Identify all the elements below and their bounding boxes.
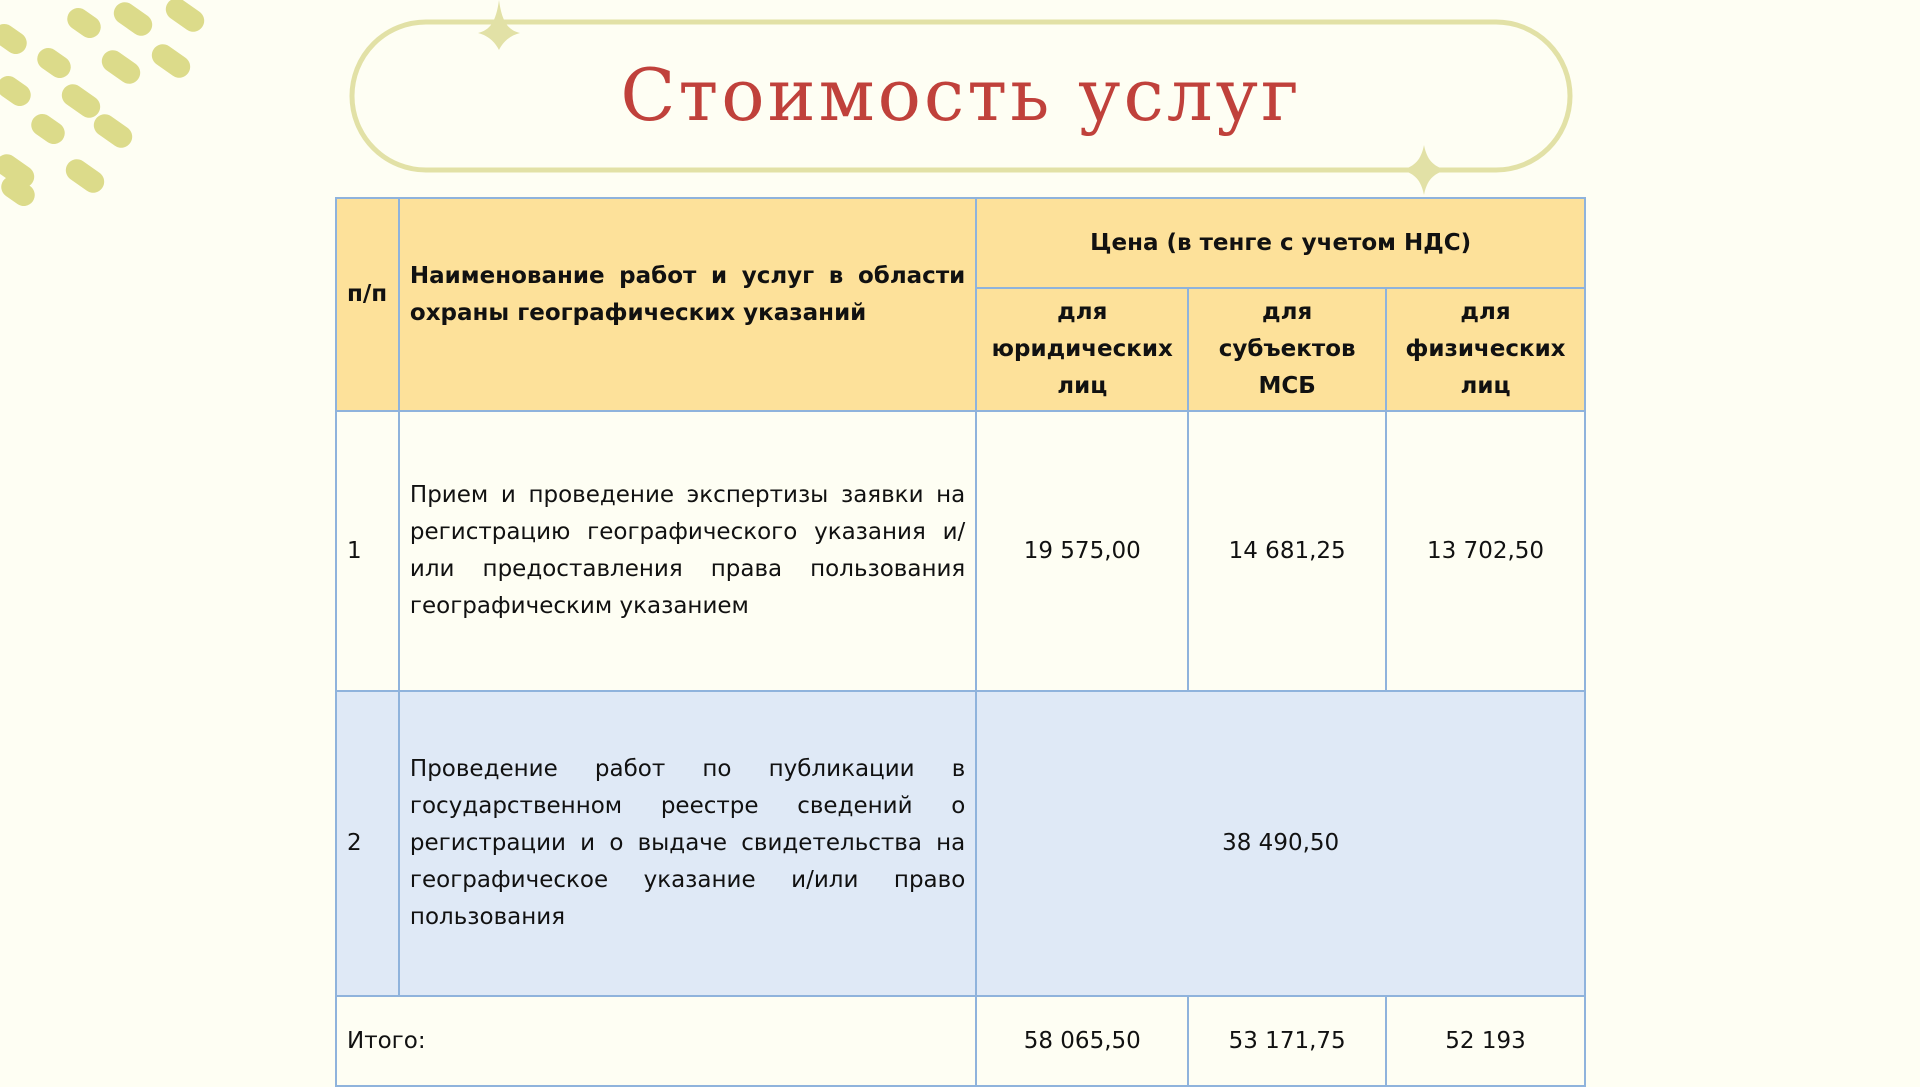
- total-individual: 52 193: [1386, 996, 1585, 1086]
- total-legal: 58 065,50: [976, 996, 1188, 1086]
- price-table: [335, 197, 1586, 1087]
- header-price-group: Цена (в тенге с учетом НДС): [976, 198, 1585, 288]
- row-price-sme: 14 681,25: [1188, 411, 1386, 691]
- header-sme: для субъектов МСБ: [1188, 288, 1386, 411]
- header-service-name: Наименование работ и услуг в области охраны географических указаний: [399, 198, 976, 411]
- row-number: 2: [336, 691, 399, 996]
- row-service-name: Проведение работ по публикации в государственном реестре сведений о регистрации и о выдаче свидетельства на географическое указание и/или право пользования: [399, 691, 976, 996]
- table-row: [336, 691, 1585, 996]
- row-number: 1: [336, 411, 399, 691]
- table-row: [336, 411, 1585, 691]
- row-price-individual: 13 702,50: [1386, 411, 1585, 691]
- header-individuals: для физических лиц: [1386, 288, 1585, 411]
- sparkle-icon: [1402, 145, 1446, 195]
- total-sme: 53 171,75: [1188, 996, 1386, 1086]
- row-price-legal: 19 575,00: [976, 411, 1188, 691]
- header-num: п/п: [336, 198, 399, 411]
- total-label: Итого:: [336, 996, 976, 1086]
- header-row: [336, 198, 1585, 288]
- total-row: [336, 996, 1585, 1086]
- row-service-name: Прием и проведение экспертизы заявки на регистрацию географического указания и/или предоставления права пользования географическим указанием: [399, 411, 976, 691]
- header-legal-entities: для юридических лиц: [976, 288, 1188, 411]
- page-title: Стоимость услуг: [620, 53, 1302, 137]
- row-price-all: 38 490,50: [976, 691, 1585, 996]
